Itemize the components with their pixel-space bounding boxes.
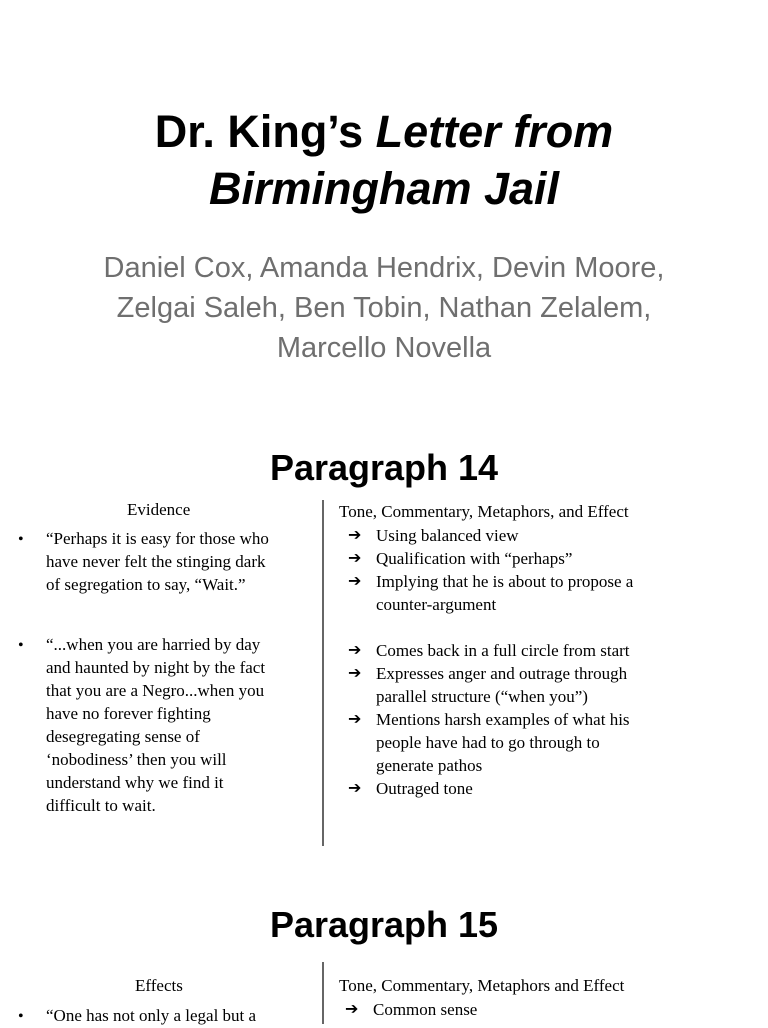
arrow-right-icon: ➔ [348,711,362,728]
commentary-list [345,998,705,1021]
commentary-line: Implying that he is about to propose a [376,572,634,591]
arrow-right-icon: ➔ [348,550,362,567]
commentary-item [348,708,708,777]
evidence-column-header: Evidence [127,500,191,519]
commentary-item [348,547,708,570]
commentary-line: Using balanced view [376,526,519,545]
quote-line: understand why we find it [46,773,224,792]
column-divider [322,962,324,1024]
author-list [0,248,768,368]
author-line: Daniel Cox, Amanda Hendrix, Devin Moore, [103,252,665,284]
quote-line: ‘nobodiness’ then you will [46,750,227,769]
evidence-item [18,527,308,596]
effects-column-header: Effects [135,976,183,995]
commentary-line: Common sense [373,1000,478,1019]
quote-line: “One has not only a legal but a [46,1006,257,1025]
section-heading-paragraph-14: Paragraph 14 [269,447,499,488]
author-line: Marcello Novella [276,332,492,364]
title-line-1 [0,103,768,160]
commentary-line: people have had to go through to [376,733,600,752]
commentary-item [348,639,708,662]
commentary-item [348,570,708,616]
section-heading-paragraph-15: Paragraph 15 [269,904,499,945]
commentary-column-header: Tone, Commentary, Metaphors and Effect [339,976,625,995]
commentary-line: Expresses anger and outrage through [376,664,628,683]
document-title [0,103,768,217]
commentary-line: Outraged tone [376,779,473,798]
title-line-2: Birmingham Jail [208,163,560,214]
evidence-quote [46,527,308,596]
quote-line: desegregating sense of [46,727,200,746]
commentary-list [348,639,708,800]
commentary-line: Comes back in a full circle from start [376,641,630,660]
commentary-column-header: Tone, Commentary, Metaphors, and Effect [339,502,629,521]
commentary-line: Mentions harsh examples of what his [376,710,630,729]
commentary-item [348,777,708,800]
bullet-icon: • [18,637,24,654]
quote-line: of segregation to say, “Wait.” [46,575,246,594]
commentary-line: parallel structure (“when you”) [376,687,588,706]
commentary-list [348,524,708,616]
column-divider [322,500,324,846]
commentary-line: counter-argument [376,595,497,614]
quote-line: “...when you are harried by day [46,635,261,654]
commentary-item [348,524,708,547]
arrow-right-icon: ➔ [348,642,362,659]
bullet-icon: • [18,1008,24,1025]
bullet-icon: • [18,531,24,548]
arrow-right-icon: ➔ [345,1001,359,1018]
quote-line: have never felt the stinging dark [46,552,266,571]
evidence-quote [46,633,308,817]
author-line: Zelgai Saleh, Ben Tobin, Nathan Zelalem, [116,292,652,324]
commentary-item [348,662,708,708]
commentary-line: Qualification with “perhaps” [376,549,573,568]
quote-line: difficult to wait. [46,796,156,815]
title-work-part: Letter from [375,106,614,157]
arrow-right-icon: ➔ [348,780,362,797]
quote-line: “Perhaps it is easy for those who [46,529,269,548]
arrow-right-icon: ➔ [348,665,362,682]
arrow-right-icon: ➔ [348,573,362,590]
quote-line: that you are a Negro...when you [46,681,265,700]
arrow-right-icon: ➔ [348,527,362,544]
commentary-line: generate pathos [376,756,483,775]
quote-line: have no forever fighting [46,704,211,723]
title-author-part: Dr. King’s [154,106,376,157]
quote-line: and haunted by night by the fact [46,658,266,677]
commentary-item [345,998,705,1021]
evidence-item [18,633,308,817]
